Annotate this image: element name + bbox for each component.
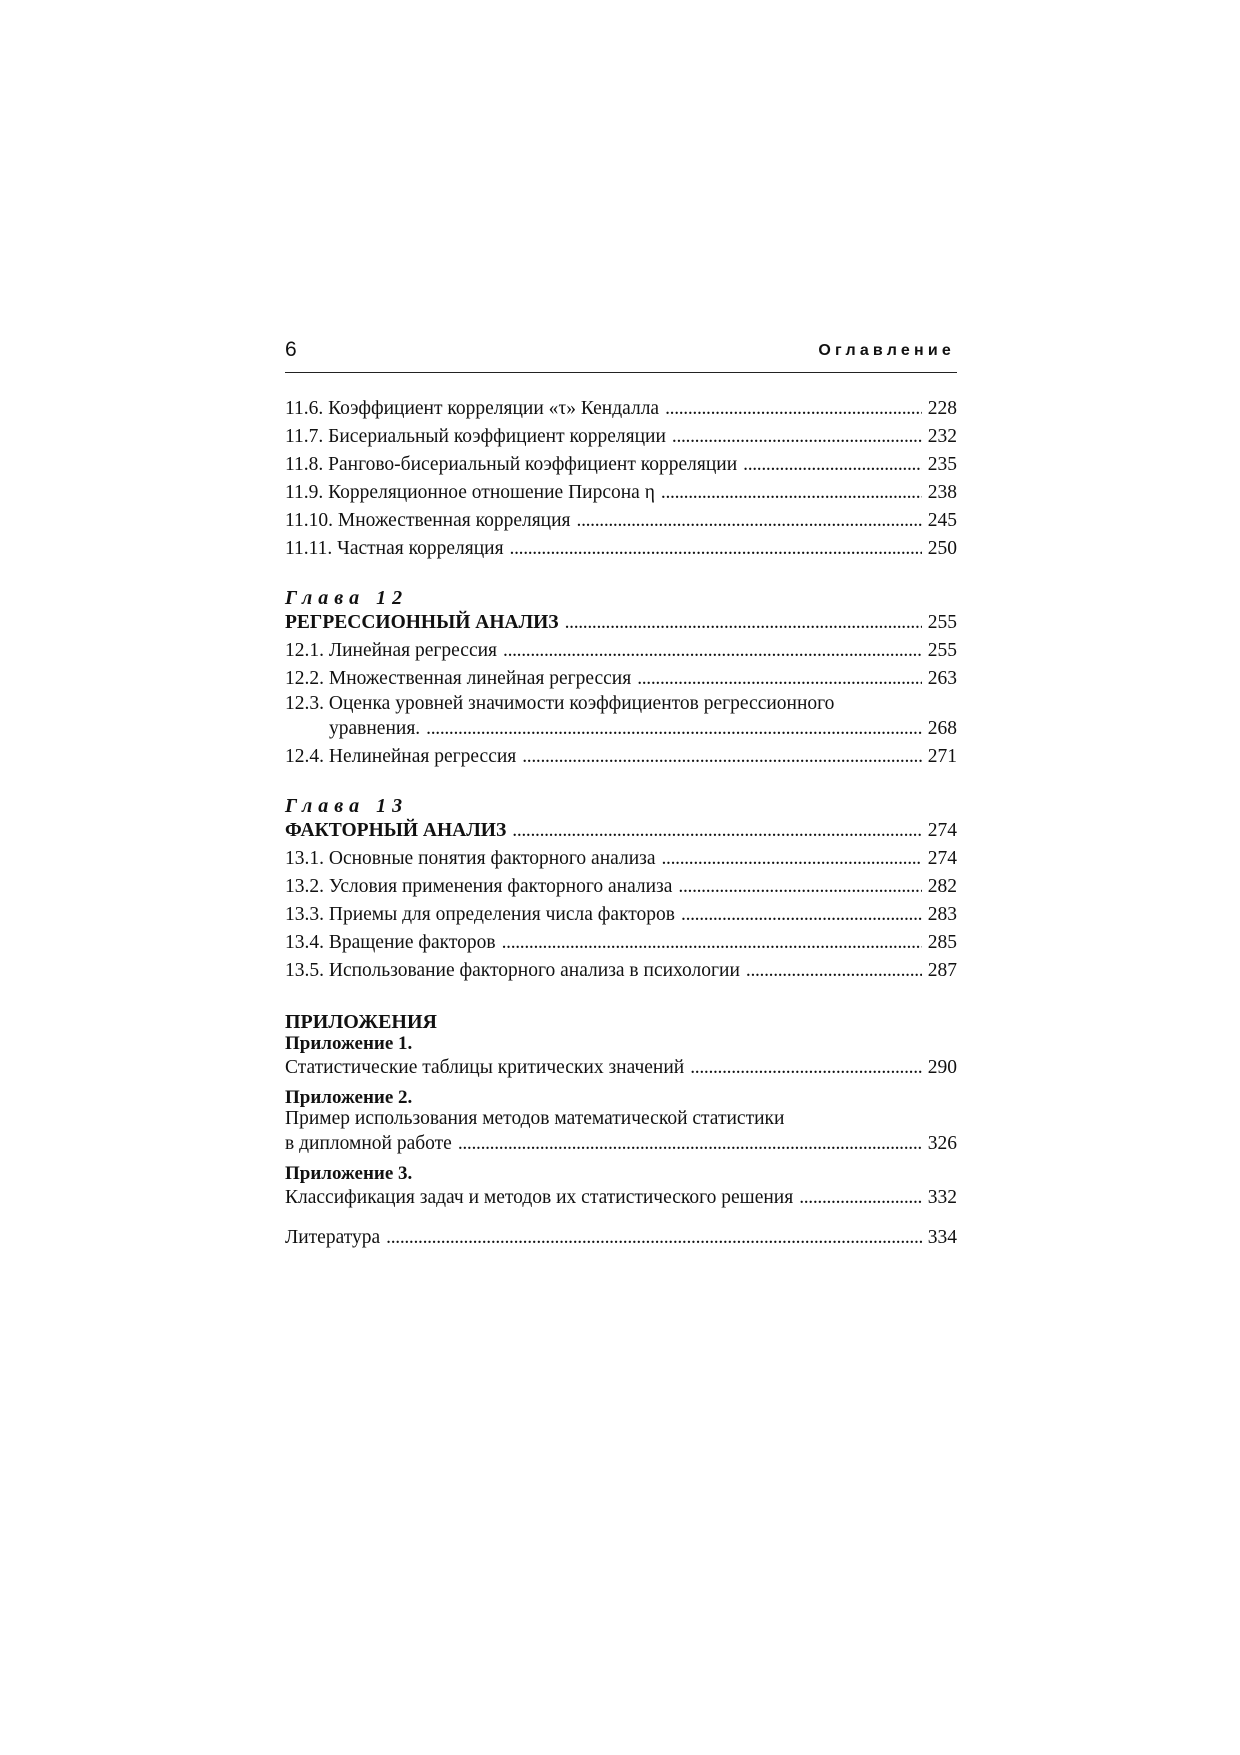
toc-entry-title: в дипломной работе	[285, 1133, 452, 1154]
toc-entry-page: 287	[927, 960, 957, 981]
dot-leader	[512, 817, 921, 845]
toc-entry-page: 326	[927, 1133, 957, 1154]
toc-entry-page: 232	[927, 426, 957, 447]
dot-leader	[672, 423, 922, 451]
toc-entry-11-9	[285, 479, 957, 507]
toc-entry-13-5	[285, 957, 957, 985]
toc-entry-page: 255	[927, 640, 957, 661]
appendix-3-label: Приложение 3.	[285, 1163, 413, 1184]
chapter-12-label: Глава 12	[285, 587, 409, 609]
dot-leader	[426, 715, 922, 743]
toc-entry-title: 11.9. Корреляционное отношение Пирсона η	[285, 482, 655, 503]
appendix-2-entry	[285, 1130, 957, 1158]
chapter-13-label: Глава 13	[285, 795, 409, 817]
toc-entry-13-2	[285, 873, 957, 901]
toc-entry-13-4	[285, 929, 957, 957]
dot-leader	[502, 929, 922, 957]
toc-entry-title: 11.7. Бисериальный коэффициент корреляции	[285, 426, 666, 447]
chapter-13-title	[285, 817, 957, 845]
dot-leader	[746, 957, 922, 985]
toc-entry-title: 11.6. Коэффициент корреляции «τ» Кендалла	[285, 398, 660, 419]
dot-leader	[458, 1130, 922, 1158]
toc-entry-page: 271	[927, 746, 957, 767]
toc-entry-page: 285	[927, 932, 957, 953]
chapter-title: ФАКТОРНЫЙ АНАЛИЗ	[285, 820, 507, 841]
toc-entry-page: 235	[927, 454, 957, 475]
toc-entry-page: 283	[927, 904, 957, 925]
toc-entry-page: 238	[927, 482, 957, 503]
toc-entry-page: 263	[927, 668, 957, 689]
toc-entry-title: 13.3. Приемы для определения числа факторов	[285, 904, 676, 925]
toc-entry-title: 11.8. Рангово-бисериальный коэффициент корреляции	[285, 454, 738, 475]
toc-entry-12-1	[285, 637, 957, 665]
toc-entry-page: 332	[927, 1187, 957, 1208]
toc-entry-title: уравнения.	[329, 718, 421, 739]
toc-entry-page: 290	[927, 1057, 957, 1078]
toc-entry-title: 13.4. Вращение факторов	[285, 932, 496, 953]
appendix-2-line1: Пример использования методов математической статистики	[285, 1108, 785, 1129]
toc-entry-page: 268	[927, 718, 957, 739]
toc-entry-title: 13.2. Условия применения факторного анализа	[285, 876, 673, 897]
dot-leader	[577, 507, 922, 535]
page-number: 6	[285, 338, 297, 361]
toc-entry-title: Классификация задач и методов их статистического решения	[285, 1187, 794, 1208]
running-head: Оглавление	[818, 342, 955, 359]
dot-leader	[503, 637, 922, 665]
toc-entry-page: 228	[927, 398, 957, 419]
dot-leader	[678, 873, 921, 901]
appendix-1-entry	[285, 1054, 957, 1082]
toc-entry-title: 13.1. Основные понятия факторного анализа	[285, 848, 656, 869]
page-header	[285, 338, 957, 373]
dot-leader	[665, 395, 922, 423]
toc-entry-title: Литература	[285, 1227, 381, 1248]
table-of-contents	[285, 395, 957, 1252]
chapter-12-title	[285, 609, 957, 637]
toc-entry-title: 12.2. Множественная линейная регрессия	[285, 668, 632, 689]
toc-entry-page: 245	[927, 510, 957, 531]
toc-entry-title: 11.10. Множественная корреляция	[285, 510, 571, 531]
chapter-page: 274	[927, 820, 957, 841]
dot-leader	[522, 743, 922, 771]
dot-leader	[565, 609, 922, 637]
toc-entry-title: 12.1. Линейная регрессия	[285, 640, 498, 661]
appendix-1-label: Приложение 1.	[285, 1033, 413, 1054]
toc-entry-11-7	[285, 423, 957, 451]
dot-leader	[386, 1224, 922, 1252]
dot-leader	[743, 451, 922, 479]
toc-entry-title: 12.4. Нелинейная регрессия	[285, 746, 517, 767]
toc-page	[285, 338, 957, 1252]
toc-entry-page: 274	[927, 848, 957, 869]
dot-leader	[799, 1184, 922, 1212]
toc-entry-11-11	[285, 535, 957, 563]
dot-leader	[662, 845, 922, 873]
dot-leader	[637, 665, 922, 693]
toc-entry-title: 11.11. Частная корреляция	[285, 538, 504, 559]
toc-entry-page: 250	[927, 538, 957, 559]
literature-entry	[285, 1224, 957, 1252]
toc-entry-12-4	[285, 743, 957, 771]
toc-entry-11-8	[285, 451, 957, 479]
toc-entry-title: 13.5. Использование факторного анализа в психологии	[285, 960, 740, 981]
dot-leader	[661, 479, 922, 507]
toc-entry-12-3-line1: 12.3. Оценка уровней значимости коэффициентов регрессионного	[285, 693, 835, 714]
toc-entry-12-3	[285, 715, 957, 743]
chapter-title: РЕГРЕССИОННЫЙ АНАЛИЗ	[285, 612, 559, 633]
dot-leader	[681, 901, 922, 929]
appendix-3-entry	[285, 1184, 957, 1212]
dot-leader	[690, 1054, 922, 1082]
appendices-heading: ПРИЛОЖЕНИЯ	[285, 1011, 437, 1033]
toc-entry-13-3	[285, 901, 957, 929]
toc-entry-11-10	[285, 507, 957, 535]
toc-entry-title: Статистические таблицы критических значений	[285, 1057, 685, 1078]
toc-entry-page: 334	[927, 1227, 957, 1248]
toc-entry-12-2	[285, 665, 957, 693]
dot-leader	[510, 535, 922, 563]
toc-entry-13-1	[285, 845, 957, 873]
appendix-2-label: Приложение 2.	[285, 1087, 413, 1108]
toc-entry-11-6	[285, 395, 957, 423]
chapter-page: 255	[927, 612, 957, 633]
toc-entry-page: 282	[927, 876, 957, 897]
